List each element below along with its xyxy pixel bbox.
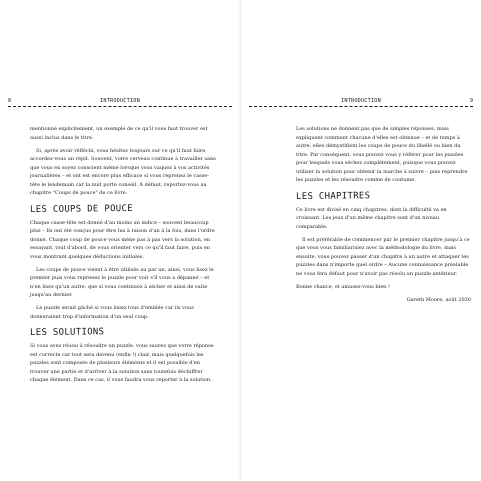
left-body-text — [30, 125, 216, 389]
paragraph: Le puzzle serait gâché si vous lisiez tous d'emblée car ils vous donneraient trop d'information d'un seul coup. — [30, 305, 194, 320]
paragraph: Il est préférable de commencer par le premier chapitre jusqu'à ce que vous vous familiarisiez avec la méthodologie du livre, mais ensuite, vous pouvez passer d'un chapitre à un autre et attaquer les puzzles dans n'importe quel ordre – Aucune connaissance préalable ne vous fera défaut pour n'avoir pas résolu un puzzle antérieur. — [296, 236, 470, 277]
right-body-text — [296, 125, 471, 309]
right-page — [241, 0, 481, 481]
section-heading-coups-de-pouce: LES COUPS DE POUCE — [29, 203, 133, 215]
paragraph: mentionné explicitement, un exemple de ce qu'il vous faut trouver est aussi inclus dans le titre. — [30, 126, 208, 141]
running-head-right — [249, 98, 473, 108]
paragraph: Les solutions ne donnent pas que de simples réponses, mais expliquent comment chacune d'elles est obtenue – et de temps à autre, elles démystifient les coups de pouce du libellé ou bien du titre. Par conséquent, vous pouvez vous y référer pour les puzzles pour lesquels vous séchez complètement, puisque vous pouvez utiliser la solution pour obtenir la marche à suivre – puis reprendre les puzzles et les résoudre comme de coutume. — [296, 126, 468, 183]
signoff-text: Bonne chance, et amusez-vous bien ! — [296, 283, 390, 290]
running-title-left: INTRODUCTION — [100, 98, 140, 104]
left-page — [0, 0, 240, 481]
paragraph: Ce livre est divisé en cinq chapitres, dont la difficulté va en croissant. Les jeux d'un même chapitre sont d'un niveau comparable. — [296, 206, 447, 230]
page-number-right: 9 — [469, 98, 473, 104]
section-heading-solutions: LES SOLUTIONS — [29, 327, 105, 338]
page-number-left: 8 — [8, 98, 12, 104]
header-divider-left — [8, 106, 232, 107]
paragraph: Chaque casse-tête est donné d'au moins un indice – souvent beaucoup plus – Ils ont été conçus pour être lus à raison d'un à la fois, dans l'ordre donné. Chaque coup de pouce vous mène pas à pas vers la solution, en essayant, tout d'abord, de vous orienter vers ce qu'il faut faire, puis en vous montrant quelques déductions initiales. — [30, 219, 215, 260]
running-title-right: INTRODUCTION — [341, 98, 381, 104]
section-heading-chapitres: LES CHAPITRES — [295, 190, 371, 202]
paragraph: Si, après avoir réfléchi, vous hésitez toujours sur ce qu'il faut faire, accordez-vous un répit. Souvent, votre cerveau continue à travailler sans que vous en soyez conscient même lorsque vous vaquez à vos activités journalières – et ont est encore plus efficace si vous reprenez le casse-tête le lendemain car la nuit porte conseil. À défaut, reportez-vous au chapitre "Coups de pouce" de ce livre. — [30, 147, 216, 196]
paragraph: Si vous avez réussi à résoudre un puzzle, vous saurez que votre réponse est correcte car tout sera devenu (enfin !) clair, mais quelquefois les puzzles sont composés de plusieurs éléments et il est possible d'en trouver une partie et d'arriver à la solution sans toutefois déchiffrer chaque élément. Dans ce cas, il vous faudra vous reporter à la solution. — [30, 343, 214, 383]
running-head-left — [8, 98, 232, 108]
author-signature: Gareth Moore, août 2020 — [406, 296, 471, 303]
paragraph: Les coups de pouce visent à être utilisés au par un, ainsi, vous lisez le premier puis vous reprenez le puzzle pour voir s'il vous a dépanné – et n'en lisez qu'un autre, que si vous continuez à sécher et ainsi de suite jusqu'au dernier. — [30, 266, 214, 298]
header-divider-right — [249, 106, 473, 107]
